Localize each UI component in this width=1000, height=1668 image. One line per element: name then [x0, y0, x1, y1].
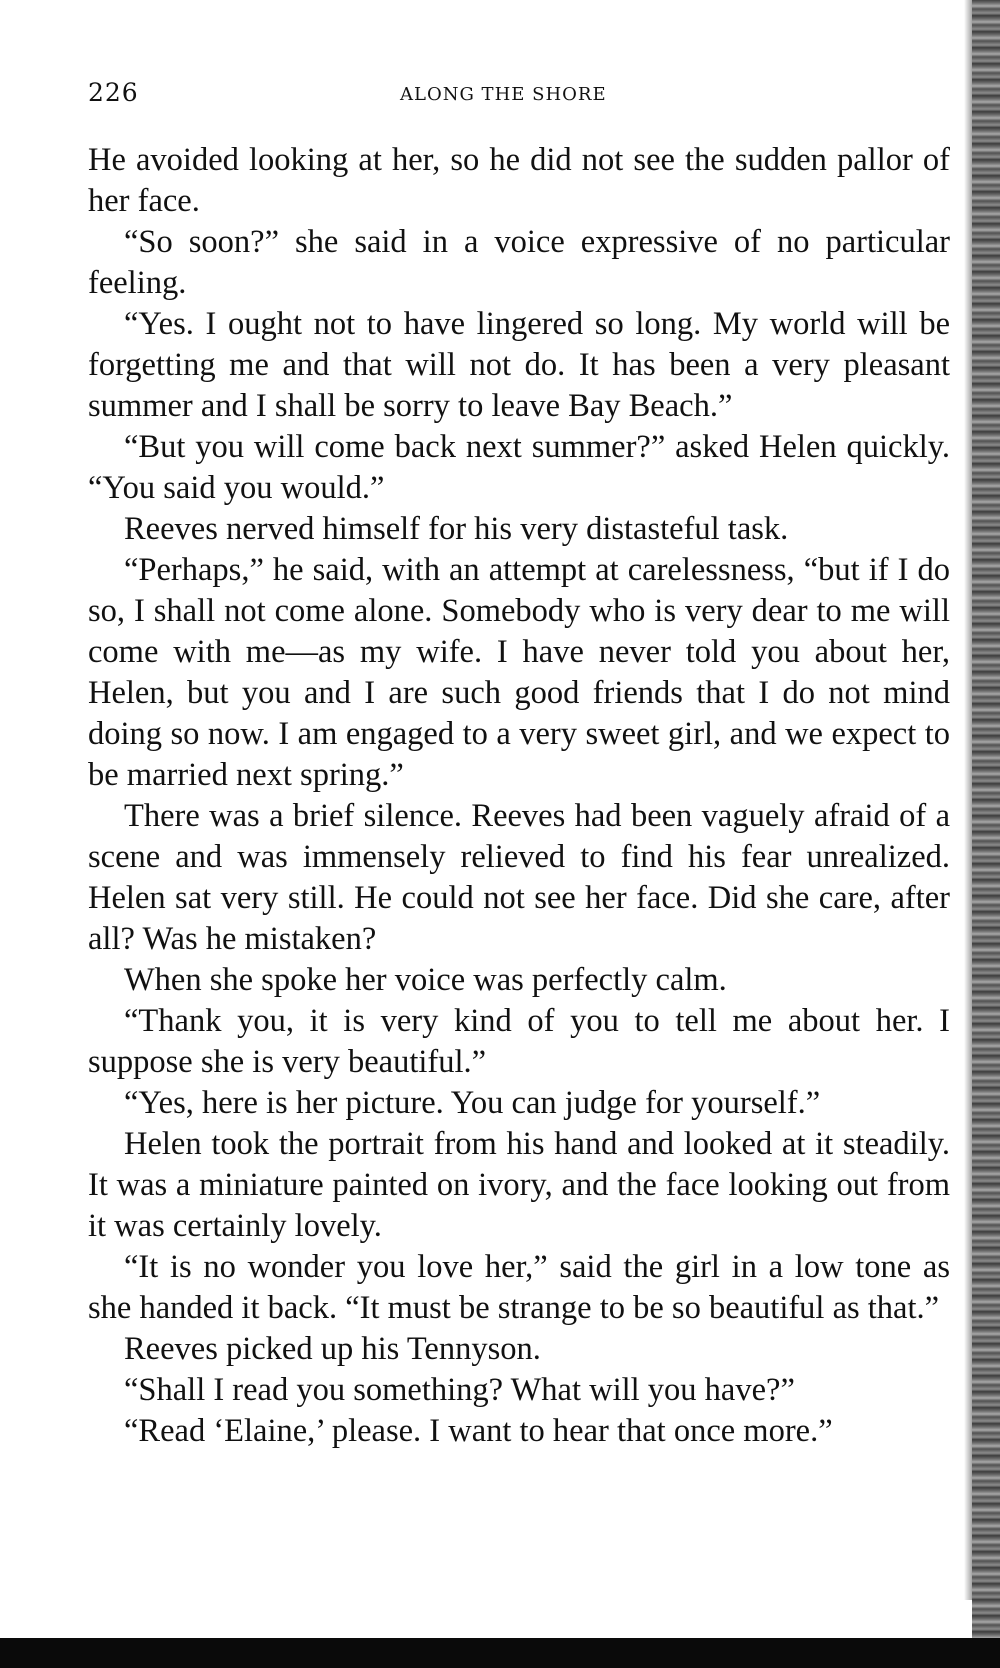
page-edge [972, 0, 1000, 1640]
body-text [88, 140, 950, 1452]
paragraph: “Thank you, it is very kind of you to tell me about her. I suppose she is very beautiful.” [88, 1003, 950, 1080]
scan-bottom-edge [0, 1638, 1000, 1668]
paragraph: “Yes. I ought not to have lingered so long. My world will be forgetting me and that will not do. It has been a very pleasant summer and I shall be sorry to leave Bay Beach.” [88, 306, 950, 424]
running-head: ALONG THE SHORE [400, 84, 607, 105]
paragraph: Helen took the portrait from his hand and looked at it steadily. It was a miniature painted on ivory, and the face looking out from it was certainly lovely. [88, 1126, 950, 1244]
page-number: 226 [88, 78, 139, 107]
paragraph: “It is no wonder you love her,” said the girl in a low tone as she handed it back. “It must be strange to be so beautiful as that.” [88, 1249, 950, 1326]
paragraph: Reeves picked up his Tennyson. [124, 1331, 541, 1367]
paragraph: “But you will come back next summer?” asked Helen quickly. “You said you would.” [88, 429, 950, 506]
paragraph: “Read ‘Elaine,’ please. I want to hear that once more.” [124, 1413, 833, 1449]
paragraph: “So soon?” she said in a voice expressive of no particular feeling. [88, 224, 950, 301]
paragraph: “Perhaps,” he said, with an attempt at carelessness, “but if I do so, I shall not come alone. Somebody who is very dear to me will come with me—as my wife. I have never told you about her, Helen, but you and I are such good friends that I do not mind doing so now. I am engaged to a very sweet girl, and we expect to be married next spring.” [88, 552, 950, 793]
page-edge-shadow [964, 0, 972, 1600]
paragraph: “Shall I read you something? What will you have?” [124, 1372, 795, 1408]
paragraph: When she spoke her voice was perfectly calm. [124, 962, 727, 998]
paragraph: He avoided looking at her, so he did not see the sudden pallor of her face. [88, 142, 950, 219]
paragraph: There was a brief silence. Reeves had been vaguely afraid of a scene and was immensely relieved to find his fear unrealized. Helen sat very still. He could not see her face. Did she care, after all? Was he mistaken? [88, 798, 950, 957]
paragraph: “Yes, here is her picture. You can judge for yourself.” [124, 1085, 821, 1121]
paragraph: Reeves nerved himself for his very distasteful task. [124, 511, 789, 547]
